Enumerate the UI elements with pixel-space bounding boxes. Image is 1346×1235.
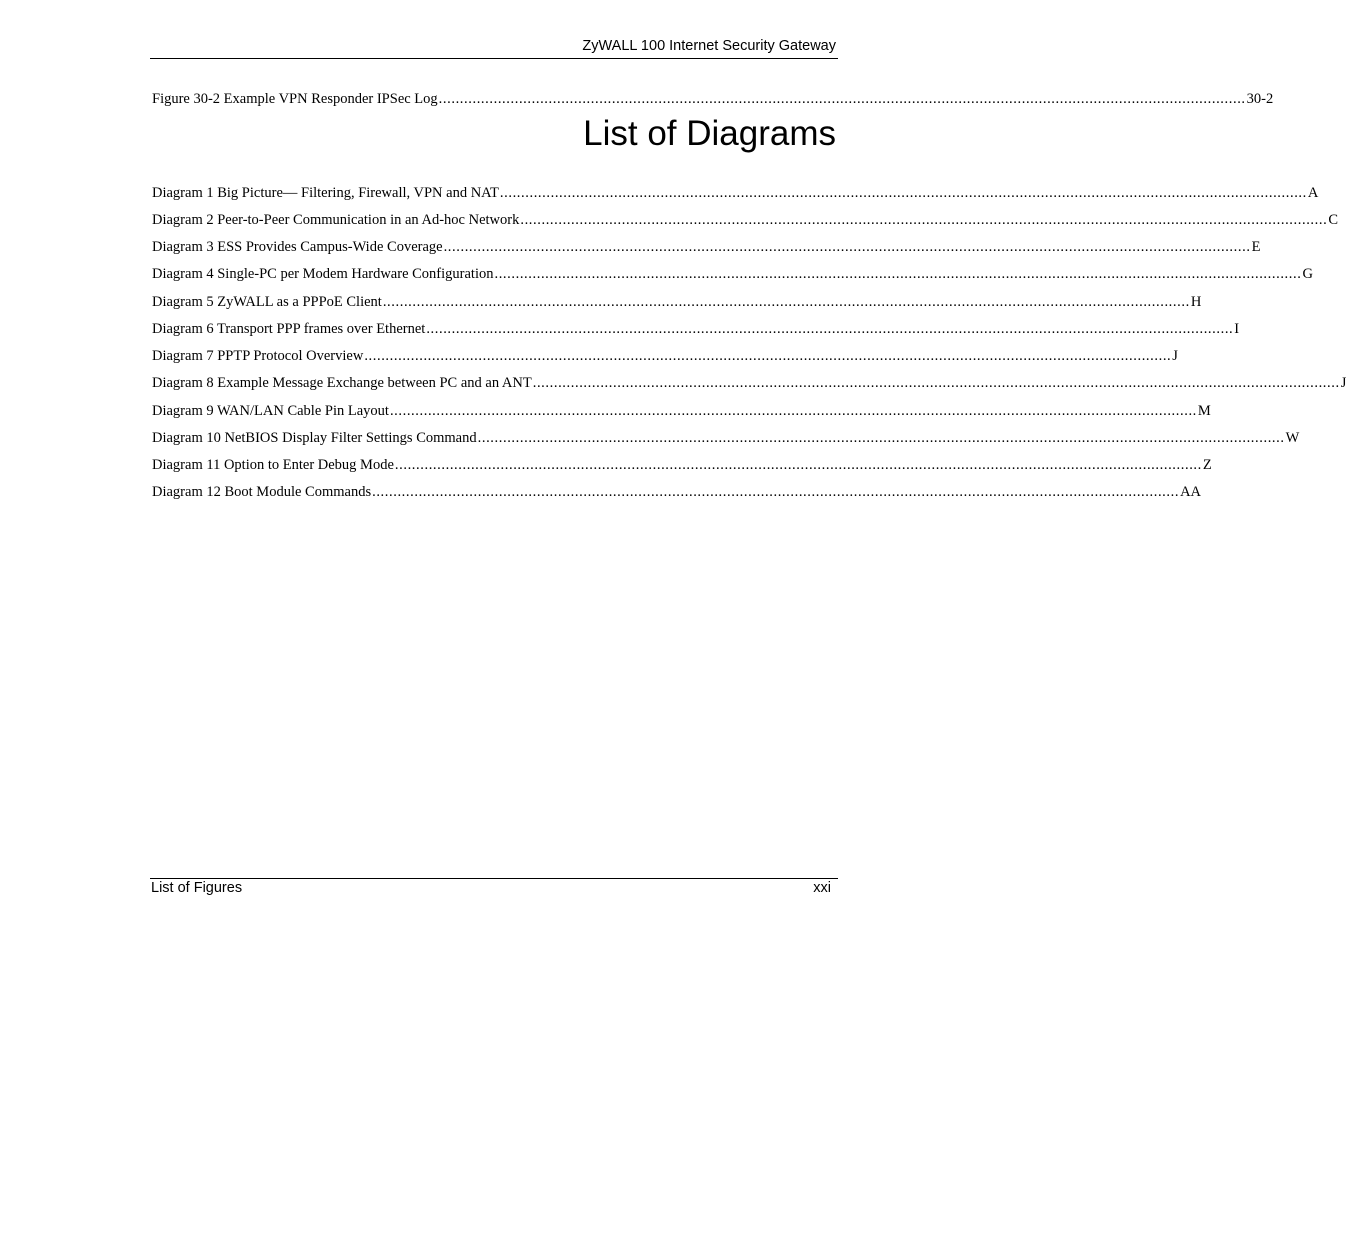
toc-entry [152, 293, 1202, 311]
leader-dots: ............................................................................................................................................................................................... [389, 403, 1197, 419]
toc-entry-label: Diagram 10 NetBIOS Display Filter Settings Command [152, 430, 477, 446]
section-title: List of Diagrams [583, 114, 836, 153]
leader-dots: ............................................................................................................................................................................................... [438, 91, 1246, 107]
toc-entry-page: G [1302, 266, 1313, 282]
leader-dots: ............................................................................................................................................................................................... [443, 239, 1251, 255]
toc-entry-page: H [1190, 294, 1202, 310]
toc-entry-page: J [1340, 375, 1346, 391]
leader-dots: ............................................................................................................................................................................................... [426, 321, 1234, 337]
header-rule [150, 58, 838, 59]
toc-entry [152, 238, 1261, 256]
toc-entry-page: C [1328, 212, 1339, 228]
leader-dots: ............................................................................................................................................................................................... [499, 185, 1307, 201]
toc-entry-label: Diagram 4 Single-PC per Modem Hardware Configuration [152, 266, 494, 282]
toc-entry-page: I [1234, 321, 1240, 337]
leader-dots: ............................................................................................................................................................................................... [520, 212, 1328, 228]
leader-dots: ............................................................................................................................................................................................... [532, 375, 1340, 391]
toc-entry [152, 211, 1339, 229]
toc-entry [152, 429, 1300, 447]
footer-page-number: xxi [813, 880, 831, 896]
toc-entry-page: AA [1180, 484, 1202, 500]
toc-entry-label: Diagram 3 ESS Provides Campus-Wide Coverage [152, 239, 443, 255]
toc-entry [152, 347, 1178, 365]
toc-entry [152, 374, 1346, 392]
figure-entry-page: 30-2 [1246, 91, 1274, 107]
toc-entry-label: Diagram 9 WAN/LAN Cable Pin Layout [152, 403, 389, 419]
toc-entry [152, 320, 1240, 338]
toc-entry [152, 483, 1202, 501]
footer-rule [150, 878, 838, 879]
toc-entry-label: Diagram 7 PPTP Protocol Overview [152, 348, 364, 364]
toc-entry [152, 456, 1212, 474]
toc-entry [152, 265, 1313, 283]
footer-section-name: List of Figures [151, 880, 243, 896]
figure-entry-label: Figure 30-2 Example VPN Responder IPSec Log [152, 91, 438, 107]
leader-dots: ............................................................................................................................................................................................... [372, 484, 1180, 500]
toc-entry-page: Z [1202, 457, 1212, 473]
toc-entry-page: E [1251, 239, 1261, 255]
leader-dots: ............................................................................................................................................................................................... [494, 266, 1302, 282]
toc-entry-label: Diagram 12 Boot Module Commands [152, 484, 372, 500]
toc-entry-page: M [1197, 403, 1211, 419]
toc-entry-page: A [1307, 185, 1319, 201]
toc-entry-label: Diagram 2 Peer-to-Peer Communication in an Ad-hoc Network [152, 212, 520, 228]
toc-entry-page: J [1172, 348, 1178, 364]
toc-entry-label: Diagram 8 Example Message Exchange between PC and an ANT [152, 375, 532, 391]
figure-entry [152, 90, 1274, 108]
leader-dots: ............................................................................................................................................................................................... [364, 348, 1172, 364]
leader-dots: ............................................................................................................................................................................................... [382, 294, 1190, 310]
toc-entry-label: Diagram 6 Transport PPP frames over Ethernet [152, 321, 426, 337]
toc-entry-label: Diagram 5 ZyWALL as a PPPoE Client [152, 294, 382, 310]
toc-entry-page: W [1285, 430, 1300, 446]
toc-entry [152, 184, 1319, 202]
leader-dots: ............................................................................................................................................................................................... [477, 430, 1285, 446]
toc-entry [152, 402, 1211, 420]
toc-entry-label: Diagram 11 Option to Enter Debug Mode [152, 457, 394, 473]
toc-entry-label: Diagram 1 Big Picture— Filtering, Firewall, VPN and NAT [152, 185, 499, 201]
running-header: ZyWALL 100 Internet Security Gateway [582, 38, 836, 54]
leader-dots: ............................................................................................................................................................................................... [394, 457, 1202, 473]
